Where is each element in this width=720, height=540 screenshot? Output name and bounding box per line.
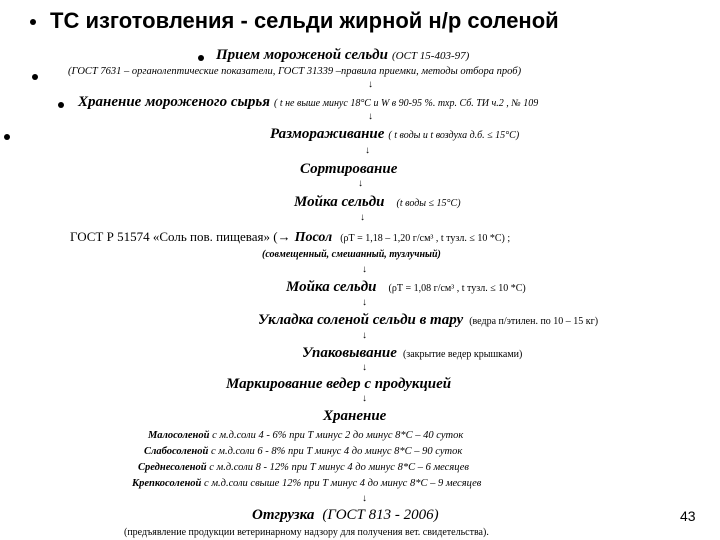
arrow-11: ↓ (362, 493, 367, 504)
term-name: Среднесоленой (138, 462, 207, 473)
step-ship (252, 506, 439, 524)
arrow-9: ↓ (362, 362, 367, 373)
step-wrap-label: Упаковывание (302, 345, 397, 361)
title-bullet (30, 19, 36, 25)
step-storage-note: ( t не выше минус 18°С и W в 90-95 %. тхр. Сб. ТИ ч.2 , № 109 (273, 98, 539, 109)
arrow-1: ↓ (368, 79, 373, 90)
step-receive-label: Прием мороженой сельди (216, 47, 388, 63)
term-row-3 (138, 462, 469, 473)
step-thaw-label: Размораживание (270, 126, 385, 142)
step-wrap-note: (закрытие ведер крышками) (402, 349, 523, 360)
term-row-4 (132, 478, 481, 489)
term-text: с м.д.соли 4 - 6% при Т минус 2 до минус 8*С – 40 суток (212, 430, 464, 441)
term-name: Крепкосоленой (132, 478, 202, 489)
arrow-6: ↓ (362, 264, 367, 275)
step-storage-label: Хранение мороженого сырья (78, 94, 270, 110)
gost-line: (ГОСТ 7631 – органолептические показатели, ГОСТ 31339 –правила приемки, методы отбора проб) (68, 66, 522, 77)
step-pack-note: (ведра п/этилен. по 10 – 15 кг) (469, 316, 599, 327)
step-wash2-label: Мойка сельди (286, 279, 377, 295)
step-ship-label: Отгрузка (252, 507, 315, 523)
step-sort: Сортирование (300, 161, 398, 177)
bullet-gost (32, 74, 38, 80)
salt-methods: (совмещенный, смешанный, тузлучный) (262, 249, 441, 260)
step-receive (216, 46, 469, 64)
arrow-4: ↓ (358, 178, 363, 189)
step-receive-note: (ОСТ 15-403-97) (391, 50, 470, 62)
ship-note: (предъявление продукции ветеринарному надзору для получения вет. свидетельства). (124, 527, 489, 538)
arrow-5: ↓ (360, 212, 365, 223)
term-text: с м.д.соли 6 - 8% при Т минус 4 до минус 8*С – 90 суток (210, 446, 463, 457)
step-thaw-note: ( t воды и t воздуха д.б. ≤ 15°С) (388, 130, 520, 141)
salt-prefix: ГОСТ Р 51574 «Соль пов. пищевая» (→ (70, 229, 291, 244)
term-name: Малосоленой (148, 430, 210, 441)
arrow-7: ↓ (362, 297, 367, 308)
term-name: Слабосоленой (144, 446, 209, 457)
step-wash (294, 193, 461, 211)
step-thaw (270, 125, 519, 143)
term-text: с м.д.соли 8 - 12% при Т минус 4 до минус 8*С – 6 месяцев (209, 462, 469, 473)
term-row-1 (148, 430, 463, 441)
term-row-2 (144, 446, 462, 457)
step-mark: Маркирование ведер с продукцией (226, 376, 452, 392)
step-pack-label: Укладка соленой сельди в тару (258, 312, 464, 328)
term-text: с м.д.соли свыше 12% при Т минус 4 до минус 8*С – 9 месяцев (204, 478, 482, 489)
step-storage (78, 93, 538, 111)
step-salt-note: (ρТ = 1,18 – 1,20 г/см³ , t тузл. ≤ 10 *С) ; (340, 233, 511, 244)
page-title: ТС изготовления - сельди жирной н/р соленой (50, 8, 559, 33)
arrow-3: ↓ (365, 145, 370, 156)
bullet-receive (198, 55, 204, 61)
arrow-8: ↓ (362, 330, 367, 341)
bullet-thaw (4, 134, 10, 140)
step-wash2 (286, 278, 526, 296)
step-store: Хранение (323, 408, 387, 424)
page-number: 43 (680, 508, 696, 524)
step-wash-label: Мойка сельди (294, 194, 385, 210)
step-pack (258, 311, 598, 329)
step-salt (70, 228, 510, 246)
bullet-storage (58, 102, 64, 108)
arrow-2: ↓ (368, 111, 373, 122)
step-ship-gost: (ГОСТ 813 - 2006) (322, 507, 439, 523)
step-wash2-note: (ρТ = 1,08 г/см³ , t тузл. ≤ 10 *С) (388, 283, 526, 294)
arrow-10: ↓ (362, 393, 367, 404)
step-salt-label: Посол (294, 230, 333, 245)
step-wrap (302, 344, 522, 362)
step-wash-note: (t воды ≤ 15°С) (396, 198, 461, 209)
